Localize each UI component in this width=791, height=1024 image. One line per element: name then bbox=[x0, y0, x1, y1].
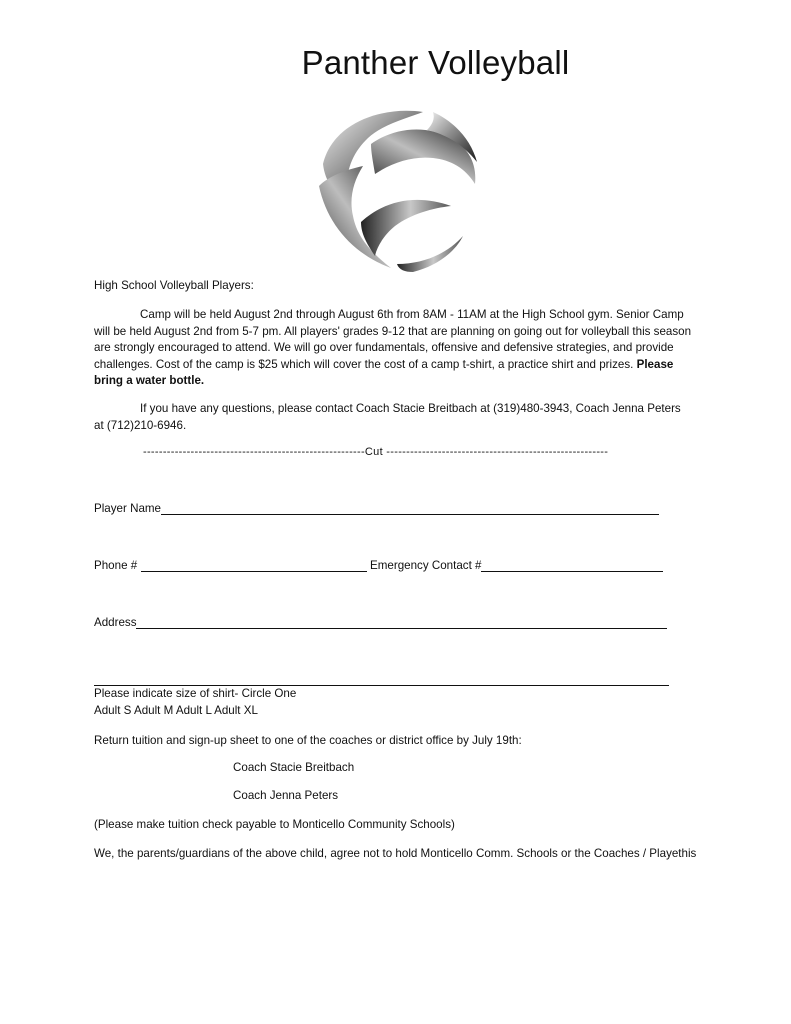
waiver-text: We, the parents/guardians of the above child, agree not to hold Monticello Comm. Schools or the Coaches / Playethis bbox=[94, 847, 697, 860]
player-name-field[interactable] bbox=[161, 514, 659, 515]
volleyball-icon bbox=[313, 104, 479, 274]
address-label: Address bbox=[94, 616, 137, 629]
water-bottle-note: Please bring a water bottle. bbox=[94, 357, 674, 387]
emergency-contact-field[interactable] bbox=[481, 571, 663, 572]
shirt-size-options: Adult S Adult M Adult L Adult XL bbox=[94, 704, 258, 717]
payable-note: (Please make tuition check payable to Monticello Community Schools) bbox=[94, 818, 455, 831]
coach-name-2: Coach Jenna Peters bbox=[233, 789, 339, 802]
greeting: High School Volleyball Players: bbox=[94, 279, 254, 292]
player-name-label: Player Name bbox=[94, 502, 162, 515]
emergency-contact-label: Emergency Contact # bbox=[370, 559, 482, 572]
page-title: Panther Volleyball bbox=[301, 44, 570, 81]
phone-field[interactable] bbox=[141, 571, 367, 572]
contact-paragraph: If you have any questions, please contact Coach Stacie Breitbach at (319)480-3943, Coach Jenna Peters at (712)210-6946. bbox=[94, 402, 681, 432]
address-field[interactable] bbox=[136, 628, 667, 629]
phone-label: Phone # bbox=[94, 559, 138, 572]
camp-details-text: Camp will be held August 2nd through August 6th from 8AM - 11AM at the High School gym. Senior Camp will be held August 2nd from 5-7 pm. All players' grades 9-12 that are planning on going out for volleyball this season are strongly encouraged to attend. We will go over fundamentals, offensive and defensive strategies, and provide challenges. Cost of the camp is $25 which will cover the cost of a camp t-shirt, a practice shirt and prizes. bbox=[94, 308, 692, 371]
camp-details-paragraph bbox=[94, 307, 692, 390]
cut-line: --------------------------------------------------------Cut -------------------------------------------------------- bbox=[143, 446, 609, 458]
coach-name-1: Coach Stacie Breitbach bbox=[233, 761, 355, 774]
return-instructions: Return tuition and sign-up sheet to one of the coaches or district office by July 19th: bbox=[94, 734, 522, 747]
shirt-size-label: Please indicate size of shirt- Circle One bbox=[94, 687, 297, 700]
